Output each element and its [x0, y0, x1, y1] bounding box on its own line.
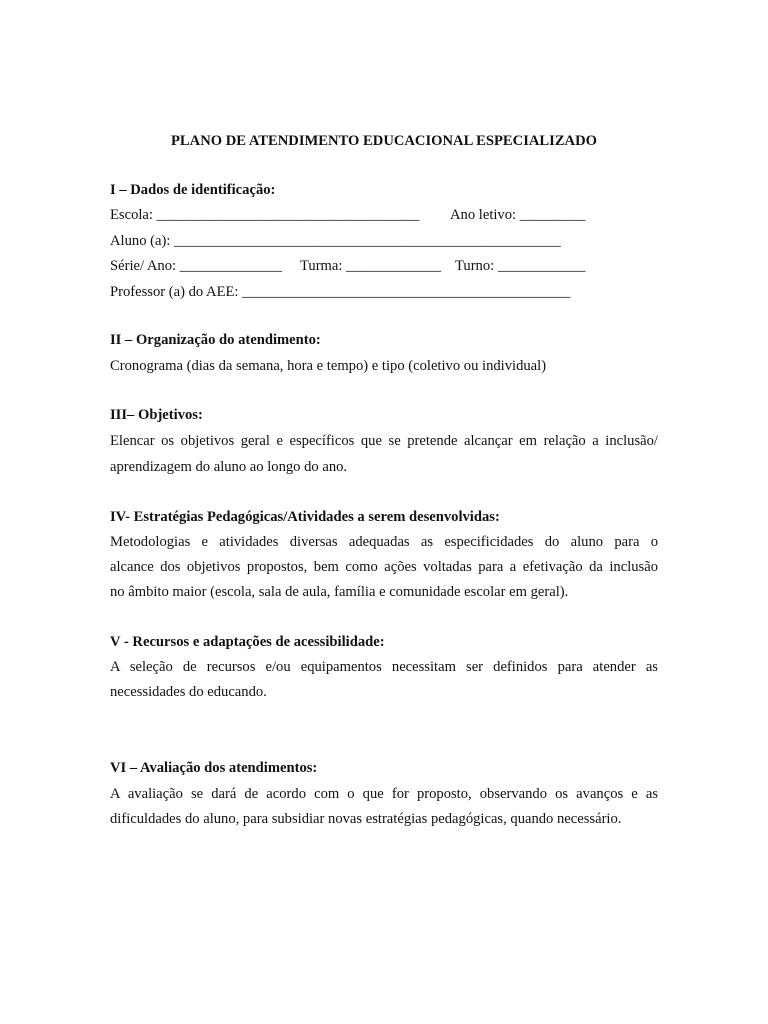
section-4-text-line: alcance dos objetivos propostos, bem como ações voltadas para a efetivação da inclusão [110, 559, 658, 575]
ano-letivo-field: Ano letivo: _________ [450, 207, 586, 223]
section-4-text-line: Metodologias e atividades diversas adequadas as especificidades do aluno para o [110, 534, 658, 550]
section-2-text-line: Cronograma (dias da semana, hora e tempo) e tipo (coletivo ou individual) [110, 358, 547, 374]
section-6-text-line: dificuldades do aluno, para subsidiar novas estratégias pedagógicas, quando necessário. [110, 811, 622, 827]
turma-field: Turma: _____________ [300, 258, 441, 274]
section-5-heading: V - Recursos e adaptações de acessibilidade: [110, 634, 385, 650]
section-6-text-line: A avaliação se dará de acordo com o que for proposto, observando os avanços e as [110, 786, 658, 802]
document-title: PLANO DE ATENDIMENTO EDUCACIONAL ESPECIALIZADO [171, 133, 597, 149]
section-3-text-line: Elencar os objetivos geral e específicos que se pretende alcançar em relação a inclusão/ [110, 433, 658, 449]
turno-field: Turno: ____________ [455, 258, 586, 274]
serie-ano-field: Série/ Ano: ______________ [110, 258, 282, 274]
section-3-text-line: aprendizagem do aluno ao longo do ano. [110, 459, 348, 475]
section-6-heading: VI – Avaliação dos atendimentos: [110, 760, 318, 776]
section-1-heading: I – Dados de identificação: [110, 182, 276, 198]
aluno-field: Aluno (a): _____________________________________________________ [110, 233, 561, 249]
section-3-heading: III– Objetivos: [110, 407, 203, 423]
escola-field: Escola: ____________________________________ [110, 207, 420, 223]
section-4-text-line: no âmbito maior (escola, sala de aula, família e comunidade escolar em geral). [110, 584, 569, 600]
section-2-heading: II – Organização do atendimento: [110, 332, 321, 348]
section-5-text-line: A seleção de recursos e/ou equipamentos necessitam ser definidos para atender as [110, 659, 658, 675]
section-4-heading: IV- Estratégias Pedagógicas/Atividades a serem desenvolvidas: [110, 509, 500, 525]
professor-field: Professor (a) do AEE: _____________________________________________ [110, 284, 571, 300]
section-5-text-line: necessidades do educando. [110, 684, 267, 700]
